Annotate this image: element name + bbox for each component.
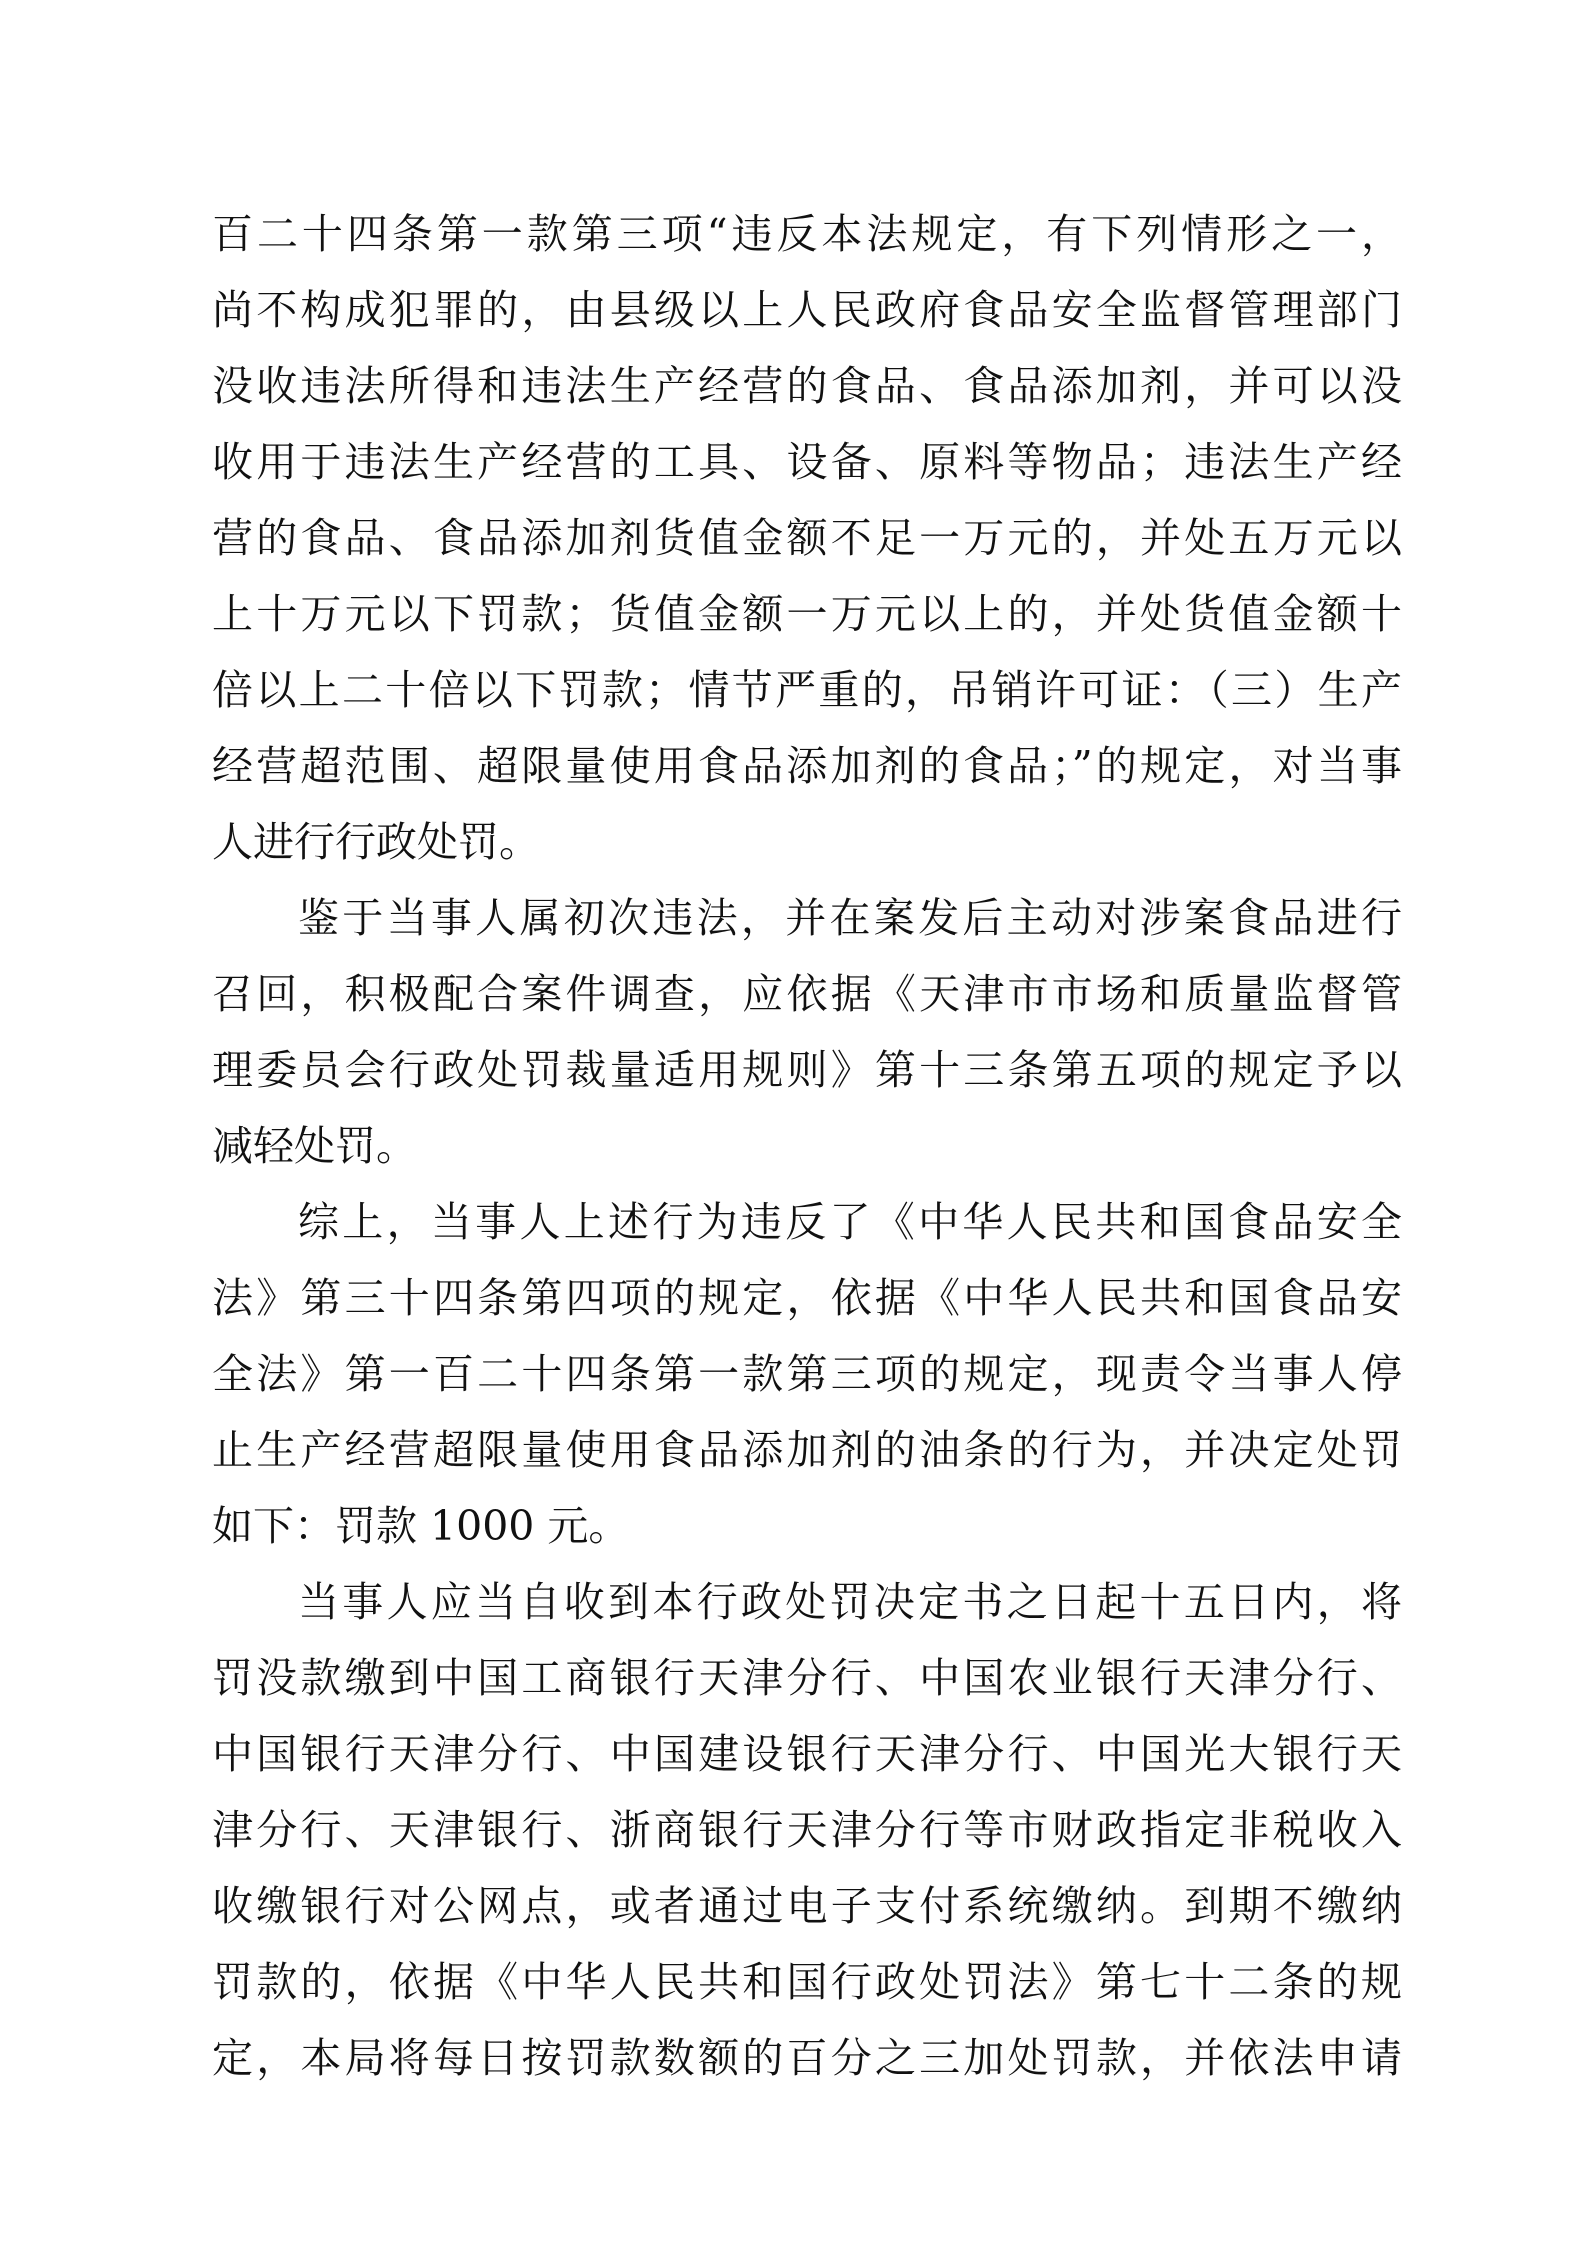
document-body [212,196,1402,2096]
text-line: 尚不构成犯罪的，由县级以上人民政府食品安全监督管理部门 [212,286,1402,334]
text-line: 收缴银行对公网点，或者通过电子支付系统缴纳。到期不缴纳 [212,1882,1402,1930]
text-line: 鉴于当事人属初次违法，并在案发后主动对涉案食品进行 [298,894,1402,942]
text-line: 上十万元以下罚款；货值金额一万元以上的，并处货值金额十 [212,590,1402,638]
text-line: 经营超范围、超限量使用食品添加剂的食品；”的规定，对当事 [212,742,1402,790]
paragraph-2 [212,880,1402,1184]
text-line: 中国银行天津分行、中国建设银行天津分行、中国光大银行天 [212,1730,1402,1778]
text-line: 倍以上二十倍以下罚款；情节严重的，吊销许可证：（三）生产 [212,666,1402,714]
text-line: 人进行行政处罚。 [212,818,540,866]
paragraph-4 [212,1564,1402,2096]
text-line: 百二十四条第一款第三项“违反本法规定，有下列情形之一， [212,210,1402,258]
text-line: 营的食品、食品添加剂货值金额不足一万元的，并处五万元以 [212,514,1402,562]
paragraph-1 [212,196,1402,880]
text-line: 津分行、天津银行、浙商银行天津分行等市财政指定非税收入 [212,1806,1402,1854]
text-line: 全法》第一百二十四条第一款第三项的规定，现责令当事人停 [212,1350,1402,1398]
text-line: 召回，积极配合案件调查，应依据《天津市市场和质量监督管 [212,970,1402,1018]
text-line: 罚款的，依据《中华人民共和国行政处罚法》第七十二条的规 [212,1958,1402,2006]
text-line: 理委员会行政处罚裁量适用规则》第十三条第五项的规定予以 [212,1046,1402,1094]
text-line: 如下：罚款 1000 元。 [212,1502,630,1550]
text-line: 减轻处罚。 [212,1122,417,1170]
text-line: 综上，当事人上述行为违反了《中华人民共和国食品安全 [298,1198,1402,1246]
text-line: 没收违法所得和违法生产经营的食品、食品添加剂，并可以没 [212,362,1402,410]
paragraph-3 [212,1184,1402,1564]
text-line: 罚没款缴到中国工商银行天津分行、中国农业银行天津分行、 [212,1654,1402,1702]
text-line: 止生产经营超限量使用食品添加剂的油条的行为，并决定处罚 [212,1426,1402,1474]
text-line: 法》第三十四条第四项的规定，依据《中华人民共和国食品安 [212,1274,1402,1322]
text-line: 收用于违法生产经营的工具、设备、原料等物品；违法生产经 [212,438,1402,486]
text-line: 定，本局将每日按罚款数额的百分之三加处罚款，并依法申请 [212,2034,1402,2082]
text-line: 当事人应当自收到本行政处罚决定书之日起十五日内，将 [298,1578,1402,1626]
